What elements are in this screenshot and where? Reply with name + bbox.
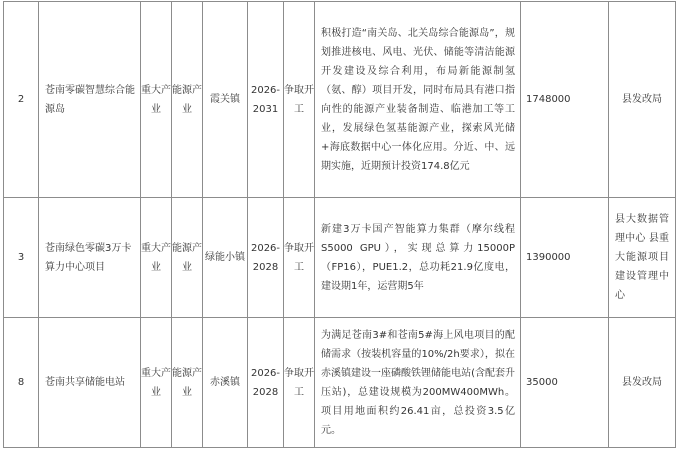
project-table [3, 1, 676, 448]
project-town: 绿能小镇 [203, 198, 248, 318]
project-type: 重大产业 [141, 318, 172, 448]
table-row [4, 2, 676, 198]
project-town: 赤溪镇 [203, 318, 248, 448]
project-industry: 能源产业 [172, 198, 203, 318]
project-name: 苍南共享储能电站 [39, 318, 141, 448]
project-name: 苍南零碳智慧综合能源岛 [39, 2, 141, 198]
table-row [4, 198, 676, 318]
project-industry: 能源产业 [172, 2, 203, 198]
project-industry: 能源产业 [172, 318, 203, 448]
project-status: 争取开工 [284, 318, 315, 448]
project-investment: 35000 [521, 318, 609, 448]
row-number: 3 [4, 198, 39, 318]
row-number: 8 [4, 318, 39, 448]
project-name: 苍南绿色零碳3万卡算力中心项目 [39, 198, 141, 318]
project-period: 2026-2028 [248, 318, 284, 448]
project-period: 2026-2031 [248, 2, 284, 198]
project-description: 新建3万卡国产智能算力集群（摩尔线程S5000 GPU），实现总算力15000P（FP16），PUE1.2，总功耗21.9亿度电，建设期1年，运营期5年 [315, 198, 521, 318]
project-description: 积极打造“南关岛、北关岛综合能源岛”，规划推进核电、风电、光伏、储能等清洁能源开发建设及综合利用，布局新能源制氢（氨、醇）项目开发，同时布局具有港口指向性的能源产业装备制造、临港加工等工业，发展绿色氢基能源产业，探索风光储+海底数据中心一体化应用。分近、中、远期实施，近期预计投资174.8亿元 [315, 2, 521, 198]
project-investment: 1748000 [521, 2, 609, 198]
project-type: 重大产业 [141, 2, 172, 198]
responsible-department: 县发改局 [609, 318, 676, 448]
project-status: 争取开工 [284, 2, 315, 198]
project-status: 争取开工 [284, 198, 315, 318]
table-row [4, 318, 676, 448]
project-town: 霞关镇 [203, 2, 248, 198]
project-description: 为满足苍南3#和苍南5#海上风电项目的配储需求（按装机容量的10%/2h要求），拟在赤溪镇建设一座磷酸铁锂储能电站(含配套升压站)，总建设规模为200MW400MWh。项目用地面积约26.41亩，总投资3.5亿元。 [315, 318, 521, 448]
responsible-department: 县发改局 [609, 2, 676, 198]
project-period: 2026-2028 [248, 198, 284, 318]
responsible-department: 县大数据管理中心 县重大能源项目建设管理中心 [609, 198, 676, 318]
project-investment: 1390000 [521, 198, 609, 318]
row-number: 2 [4, 2, 39, 198]
project-type: 重大产业 [141, 198, 172, 318]
